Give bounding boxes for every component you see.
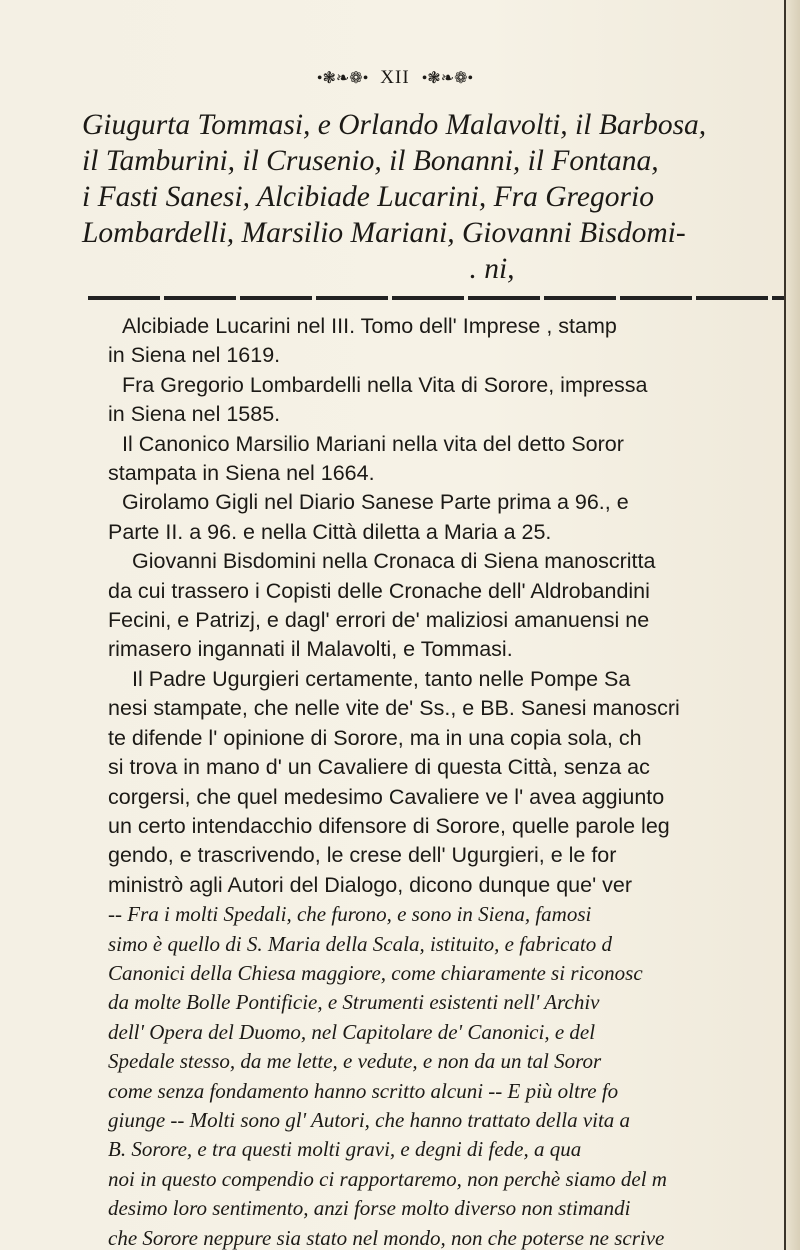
ornament-left: •❃❧❁• [316,70,369,87]
text-line: Giovanni Bisdomini nella Cronaca di Siena manoscritta [132,549,656,574]
page-edge [784,0,800,1250]
text-line: in Siena nel 1619. [108,343,281,368]
title-line: Lombardelli, Marsilio Mariani, Giovanni Bisdomi- [82,217,686,249]
text-line: Il Canonico Marsilio Mariani nella vita del detto Soror [122,431,624,456]
text-line: Fecini, e Patrizj, e dagl' errori de' maliziosi amanuensi ne [108,608,650,633]
text-line: simo è quello di S. Maria della Scala, istituito, e fabricato d [108,931,612,956]
text-line: un certo intendacchio difensore di Sorore, quelle parole leg [108,813,670,838]
page-header [0,66,790,89]
text-line: desimo loro sentimento, anzi forse molto diverso non stimandi [108,1196,631,1221]
title-line: il Tamburini, il Crusenio, il Bonanni, il Fontana, [82,145,659,177]
text-line: gendo, e trascrivendo, le crese dell' Ugurgieri, e le for [108,843,617,868]
section-title [82,107,782,287]
text-line: giunge -- Molti sono gl' Autori, che hanno trattato della vita a [108,1107,631,1132]
text-line: Canonici della Chiesa maggiore, come chiaramente si riconosc [108,960,643,985]
text-line: come senza fondamento hanno scritto alcuni -- E più oltre fo [108,1078,619,1103]
text-line: -- Fra i molti Spedali, che furono, e sono in Siena, famosi [108,902,592,927]
text-line: B. Sorore, e tra questi molti gravi, e degni di fede, a qua [108,1137,582,1162]
title-line: i Fasti Sanesi, Alcibiade Lucarini, Fra Gregorio [82,181,654,213]
text-line: Fra Gregorio Lombardelli nella Vita di Sorore, impressa [122,372,648,397]
text-line: Il Padre Ugurgieri certamente, tanto nelle Pompe Sa [132,666,631,691]
text-line: nesi stampate, che nelle vite de' Ss., e BB. Sanesi manoscri [108,696,680,721]
text-line: te difende l' opinione di Sorore, ma in una copia sola, ch [108,725,642,750]
text-line: si trova in mano d' un Cavaliere di questa Città, senza ac [108,755,650,780]
text-line: Parte II. a 96. e nella Città diletta a Maria a 25. [108,519,552,544]
text-line: ministrò agli Autori del Dialogo, dicono dunque que' ver [108,872,633,897]
ornament-right: •❃❧❁• [421,70,474,87]
text-line: che Sorore neppure sia stato nel mondo, non che poterse ne scrive [108,1225,665,1250]
text-line: rimasero ingannati il Malavolti, e Tommasi. [108,637,513,662]
body-text [108,312,796,1250]
text-line: da cui trassero i Copisti delle Cronache dell' Aldrobandini [108,578,650,603]
text-line: da molte Bolle Pontificie, e Strumenti esistenti nell' Archiv [108,990,600,1015]
folio-number: XII [380,67,410,88]
text-line: stampata in Siena nel 1664. [108,461,375,486]
title-line: . ni, [469,253,515,285]
text-line: in Siena nel 1585. [108,402,281,427]
text-line: corgersi, che quel medesimo Cavaliere ve l' avea aggiunto [108,784,665,809]
text-line: Alcibiade Lucarini nel III. Tomo dell' Imprese , stamp [122,314,617,338]
text-line: dell' Opera del Duomo, nel Capitolare de' Canonici, e del [108,1019,596,1044]
decorative-rule [88,296,788,300]
text-line: noi in questo compendio ci rapportaremo, non perchè siamo del m [108,1166,667,1191]
text-line: Girolamo Gigli nel Diario Sanese Parte prima a 96., e [122,490,629,515]
text-line: Spedale stesso, da me lette, e vedute, e non da un tal Soror [108,1049,602,1074]
title-line: Giugurta Tommasi, e Orlando Malavolti, il Barbosa, [82,109,707,141]
